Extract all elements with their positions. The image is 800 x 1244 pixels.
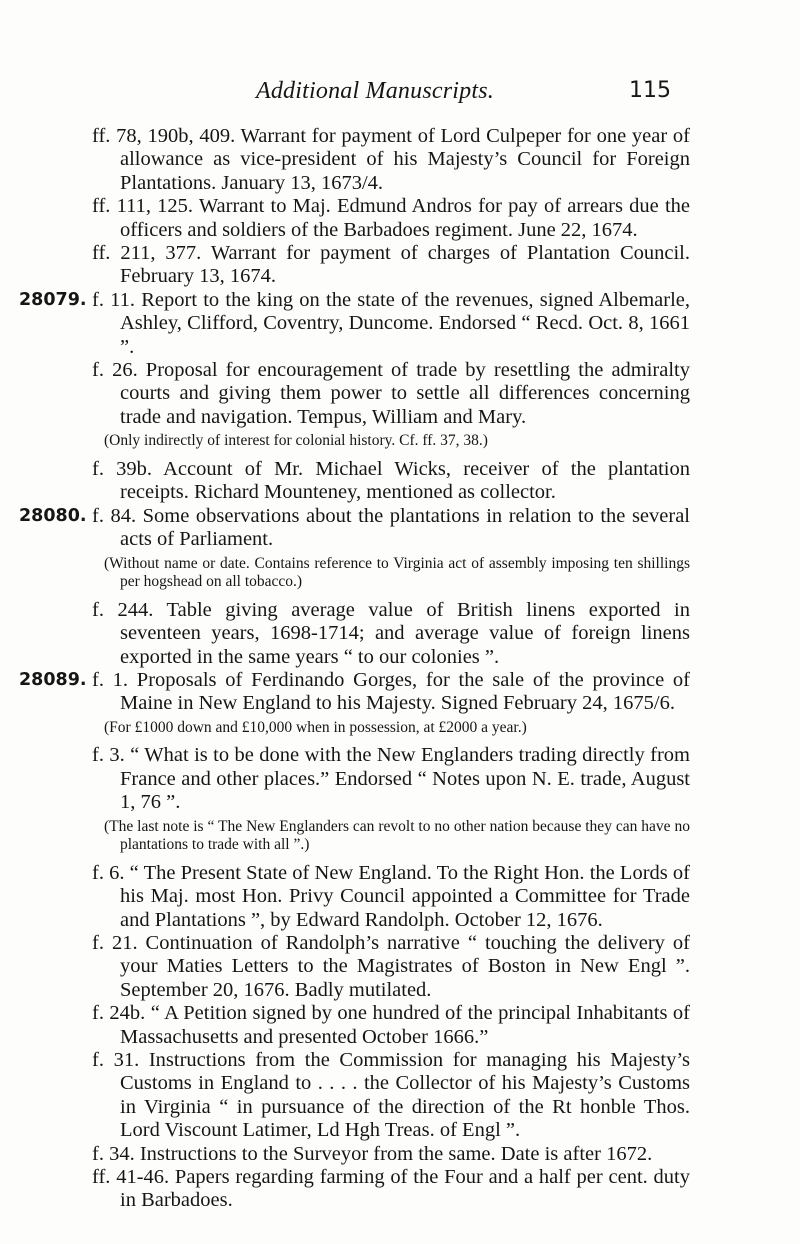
page-number: 115	[629, 78, 671, 103]
editorial-note: (For £1000 down and £10,000 when in possession, at £2000 a year.)	[104, 718, 527, 736]
catalogue-entry	[92, 932, 690, 1002]
catalogue-entry	[92, 458, 690, 505]
entry-text: f. 24b. “ A Petition signed by one hundred of the principal Inhabitants of Massachusetts and presented October 1666.”	[92, 1002, 690, 1048]
manuscript-number: 28089.	[19, 669, 87, 690]
entry-text: f. 26. Proposal for encouragement of trade by resettling the admiralty courts and giving them power to settle all differences concerning trade and navigation. Tempus, William and Mary.	[92, 359, 690, 428]
editorial-note: (Without name or date. Contains reference to Virginia act of assembly imposing ten shillings per hogshead on all tobacco.)	[104, 554, 690, 591]
catalogue-entry	[92, 862, 690, 932]
entry-text: f. 39b. Account of Mr. Michael Wicks, receiver of the plantation receipts. Richard Mounteney, mentioned as collector.	[92, 457, 690, 504]
editorial-note: (The last note is “ The New Englanders can revolt to no other nation because they can have no plantations to trade with all ”.)	[104, 817, 690, 854]
entry-text: f. 6. “ The Present State of New England. To the Right Hon. the Lords of his Maj. most Hon. Privy Council appointed a Committee for Trade and Plantations ”, by Edward Randolph. October 12, 1676.	[92, 861, 690, 931]
entry-text: ff. 111, 125. Warrant to Maj. Edmund Andros for pay of arrears due the officers and soldiers of the Barbadoes regiment. June 22, 1674.	[92, 195, 690, 241]
entry-text: f. 3. “ What is to be done with the New Englanders trading directly from France and other places.” Endorsed “ Notes upon N. E. trade, August 1, 76 ”.	[92, 744, 690, 814]
entry-text: f. 31. Instructions from the Commission for managing his Majesty’s Customs in England to . . . . the Collector of his Majesty’s Customs in Virginia “ in pursuance of the direction of the Rt honble Thos. Lord Viscount Latimer, Ld Hgh Treas. of Engl ”.	[92, 1048, 690, 1142]
entry-text: f. 84. Some observations about the plantations in relation to the several acts of Parliament.	[92, 504, 690, 551]
catalogue-entry	[92, 242, 690, 289]
catalogue-entry	[92, 1166, 690, 1213]
catalogue-entry	[19, 668, 690, 716]
catalogue-entry	[92, 1002, 690, 1049]
catalogue-entry	[92, 744, 690, 814]
catalogue-entry	[19, 288, 690, 359]
catalogue-entry	[92, 125, 690, 195]
manuscript-number: 28079.	[19, 289, 87, 310]
catalogue-entry	[92, 195, 690, 242]
entry-text: f. 244. Table giving average value of British linens exported in seventeen years, 1698-1714; and average value of foreign linens exported in the same years “ to our colonies ”.	[92, 598, 690, 668]
catalogue-entry	[92, 1143, 690, 1166]
entry-text: ff. 78, 190b, 409. Warrant for payment of Lord Culpeper for one year of allowance as vice-president of his Majesty’s Council for Foreign Plantations. January 13, 1673/4.	[92, 125, 690, 194]
editorial-note: (Only indirectly of interest for colonial history. Cf. ff. 37, 38.)	[104, 432, 488, 450]
entry-text: f. 34. Instructions to the Surveyor from the same. Date is after 1672.	[92, 1142, 653, 1165]
catalogue-entry	[92, 599, 690, 669]
entry-text: ff. 41-46. Papers regarding farming of the Four and a half per cent. duty in Barbadoes.	[92, 1166, 690, 1212]
entry-text: f. 21. Continuation of Randolph’s narrative “ touching the delivery of your Maties Letters to the Magistrates of Boston in New Engl ”. September 20, 1676. Badly mutilated.	[92, 931, 690, 1001]
catalogue-entry	[92, 1049, 690, 1143]
entry-text: f. 1. Proposals of Ferdinando Gorges, for the sale of the province of Maine in New England to his Majesty. Signed February 24, 1675/6.	[92, 668, 690, 715]
catalogue-entry	[92, 359, 690, 429]
catalogue-body	[19, 125, 690, 1213]
entry-text: f. 11. Report to the king on the state of the revenues, signed Albemarle, Ashley, Clifford, Coventry, Duncome. Endorsed “ Recd. Oct. 8, 1661 ”.	[92, 288, 690, 358]
catalogue-entry	[19, 504, 690, 552]
running-title: Additional Manuscripts.	[256, 78, 494, 104]
entry-text: ff. 211, 377. Warrant for payment of charges of Plantation Council. February 13, 1674.	[92, 242, 690, 288]
manuscript-number: 28080.	[19, 505, 87, 526]
